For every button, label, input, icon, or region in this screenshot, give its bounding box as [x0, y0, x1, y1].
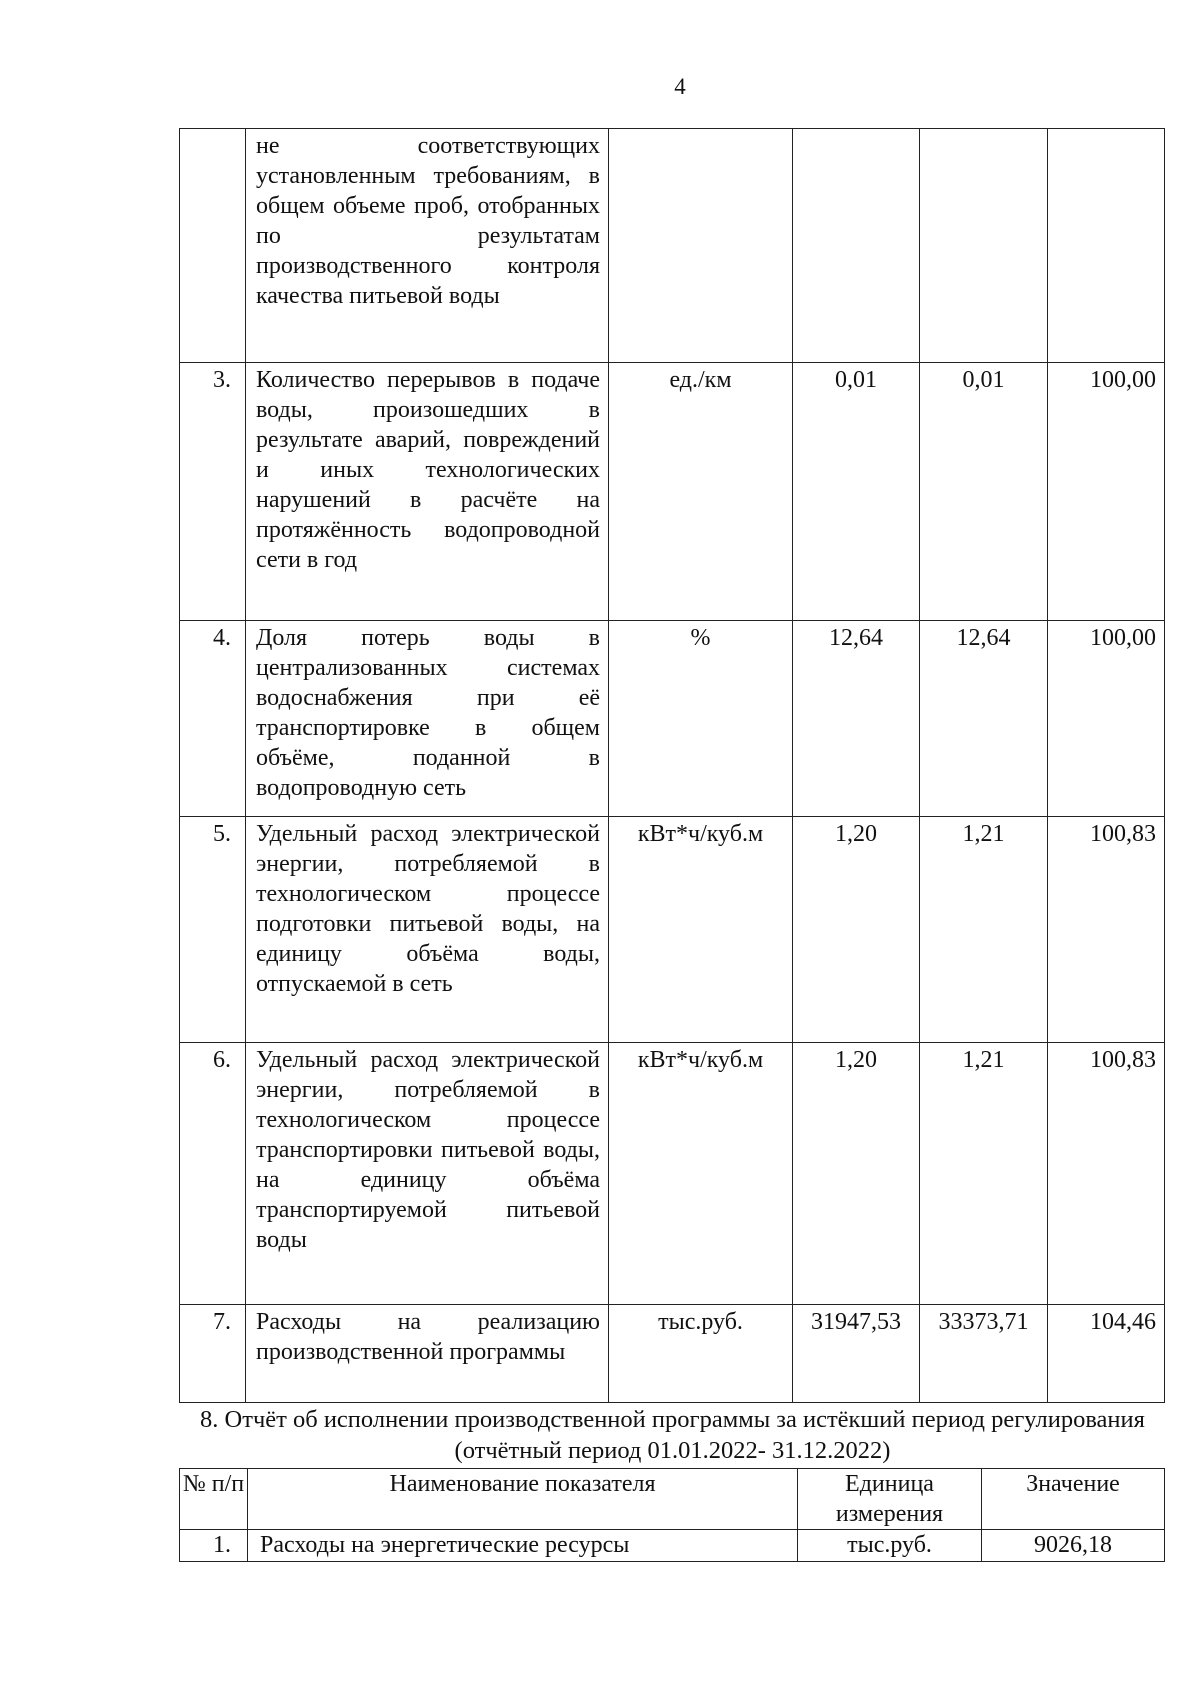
unit-cell: % [609, 621, 793, 817]
indicator-name: Расходы на энергетические ресурсы [248, 1530, 798, 1562]
row-number [180, 129, 246, 363]
plan-value: 1,20 [793, 817, 920, 1043]
row-number: 5. [180, 817, 246, 1043]
table-row [180, 1305, 1165, 1403]
indicator-name: Удельный расход электрической энергии, потребляемой в технологическом процессе транспортировки питьевой воды, на единицу объёма транспортируемой питьевой воды [246, 1043, 609, 1305]
indicator-name: Доля потерь воды в централизованных системах водоснабжения при её транспортировке в общем объёме, поданной в водопроводную сеть [246, 621, 609, 817]
indicator-name: Удельный расход электрической энергии, потребляемой в технологическом процессе подготовки питьевой воды, на единицу объёма воды, отпускаемой в сеть [246, 817, 609, 1043]
section-title: 8. Отчёт об исполнении производственной программы за истёкший период регулирования (отчётный период 01.01.2022- 31.12.2022) [200, 1406, 1145, 1464]
header-name: Наименование показателя [248, 1469, 798, 1530]
plan-value: 12,64 [793, 621, 920, 817]
fact-value: 12,64 [920, 621, 1048, 817]
row-number: 3. [180, 363, 246, 621]
plan-value: 0,01 [793, 363, 920, 621]
percent-value: 100,83 [1048, 1043, 1165, 1305]
table-row [180, 817, 1165, 1043]
percent-value: 100,00 [1048, 621, 1165, 817]
fact-value: 1,21 [920, 817, 1048, 1043]
unit-cell: тыс.руб. [609, 1305, 793, 1403]
unit-cell: ед./км [609, 363, 793, 621]
indicator-name: Количество перерывов в подаче воды, произошедших в результате аварий, повреждений и иных технологических нарушений в расчёте на протяжённость водопроводной сети в год [246, 363, 609, 621]
indicator-name: Расходы на реализацию производственной программы [246, 1305, 609, 1403]
unit-cell: кВт*ч/куб.м [609, 817, 793, 1043]
unit-cell [609, 129, 793, 363]
plan-value: 1,20 [793, 1043, 920, 1305]
plan-value: 31947,53 [793, 1305, 920, 1403]
percent-value [1048, 129, 1165, 363]
table-row [180, 621, 1165, 817]
row-number: 7. [180, 1305, 246, 1403]
table-header-row [180, 1469, 1165, 1530]
table-row [180, 1043, 1165, 1305]
row-number: 1. [180, 1530, 248, 1562]
fact-value: 0,01 [920, 363, 1048, 621]
fact-value [920, 129, 1048, 363]
header-unit: Единица измерения [798, 1469, 982, 1530]
value-cell: 9026,18 [982, 1530, 1165, 1562]
percent-value: 100,00 [1048, 363, 1165, 621]
report-table [179, 1468, 1165, 1562]
percent-value: 104,46 [1048, 1305, 1165, 1403]
percent-value: 100,83 [1048, 817, 1165, 1043]
fact-value: 33373,71 [920, 1305, 1048, 1403]
header-value: Значение [982, 1469, 1165, 1530]
table-row [180, 129, 1165, 363]
page-number: 4 [674, 74, 686, 99]
unit-cell: кВт*ч/куб.м [609, 1043, 793, 1305]
table-row [180, 363, 1165, 621]
fact-value: 1,21 [920, 1043, 1048, 1305]
row-number: 6. [180, 1043, 246, 1305]
unit-cell: тыс.руб. [798, 1530, 982, 1562]
indicator-name: не соответствующих установленным требованиям, в общем объеме проб, отобранных по результатам производственного контроля качества питьевой воды [246, 129, 609, 363]
header-num: № п/п [180, 1469, 248, 1530]
indicators-table [179, 128, 1165, 1403]
table-row [180, 1530, 1165, 1562]
row-number: 4. [180, 621, 246, 817]
plan-value [793, 129, 920, 363]
